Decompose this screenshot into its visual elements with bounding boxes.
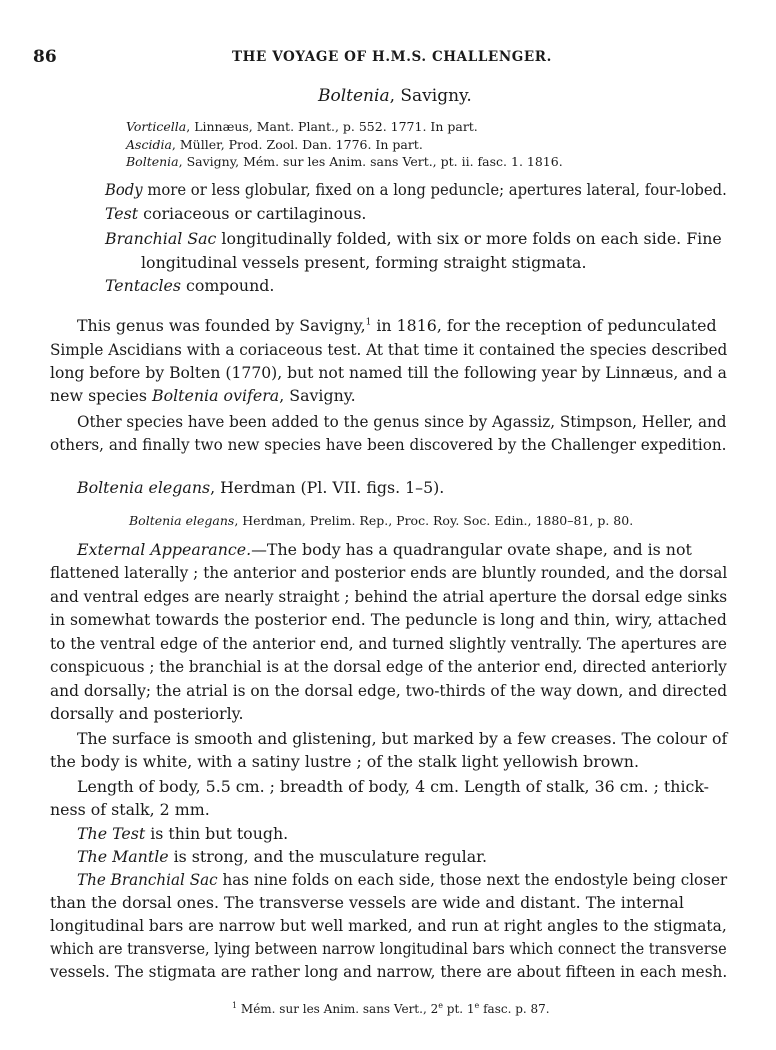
genus-author: , Savigny. [389, 86, 472, 106]
synonym-reference: , Müller, Prod. Zool. Dan. 1776. In part. [171, 137, 423, 152]
diagnosis-body [105, 180, 727, 199]
diagnosis-branchial [105, 229, 722, 248]
synonymy-entry [126, 154, 563, 169]
synonymy-entry [126, 137, 423, 152]
footnote: $^1$ Mém. sur les Anim. sans Vert., 2e pt. 1e fasc. p. 87. [232, 1001, 550, 1016]
description-line: vessels. The stigmata are rather long and narrow, there are about fifteen in each mesh. [50, 962, 728, 981]
species-heading: Boltenia elegans, Herdman (Pl. VII. figs. 1–5). [77, 478, 445, 497]
species-reference-name: Boltenia elegans [129, 513, 235, 528]
intro-line: new species Boltenia ovifera, Savigny. [50, 386, 356, 405]
description-line: conspicuous ; the branchial is at the dorsal edge of the anterior end, directed anteriorly [50, 657, 727, 676]
diagnosis-tentacles [105, 276, 274, 295]
intro-line: long before by Bolten (1770), but not named till the following year by Linnæus, and a [50, 363, 727, 382]
description-line: longitudinal bars are narrow but well marked, and run at right angles to the stigmata, [50, 916, 727, 935]
intro-line: others, and finally two new species have been discovered by the Challenger expedition. [50, 435, 727, 454]
synonymy-entry [126, 119, 478, 134]
species-heading-name: Boltenia elegans [77, 478, 211, 497]
description-line: to the ventral edge of the anterior end, and turned slightly ventrally. The apertures are [50, 634, 727, 653]
diagnosis-text: compound. [180, 276, 275, 295]
description-line: Length of body, 5.5 cm. ; breadth of body, 4 cm. Length of stalk, 36 cm. ; thick- [77, 777, 709, 796]
diagnosis-term: Branchial Sac [105, 229, 217, 248]
diagnosis-text: longitudinally folded, with six or more folds on each side. Fine [216, 229, 722, 248]
description-line: dorsally and posteriorly. [50, 704, 244, 723]
diagnosis-test [105, 204, 366, 223]
section-term: External Appearance. [77, 540, 252, 559]
synonym-taxon: Boltenia [126, 154, 179, 169]
synonym-taxon: Ascidia [126, 137, 172, 152]
description-line: The Branchial Sac has nine folds on each side, those next the endostyle being closer [77, 870, 728, 889]
description-line: the body is white, with a satiny lustre ; of the stalk light yellowish brown. [50, 752, 639, 771]
genus-name: Boltenia [318, 86, 390, 106]
description-line: in somewhat towards the posterior end. The peduncle is long and thin, wiry, attached [50, 610, 727, 629]
description-line: The surface is smooth and glistening, but marked by a few creases. The colour of [77, 729, 728, 748]
synonym-reference: , Savigny, Mém. sur les Anim. sans Vert., pt. ii. fasc. 1. 1816. [178, 154, 563, 169]
species-name: Boltenia ovifera [152, 386, 280, 405]
synonym-reference: , Linnæus, Mant. Plant., p. 552. 1771. In part. [186, 119, 478, 134]
description-line: ness of stalk, 2 mm. [50, 800, 210, 819]
synonym-taxon: Vorticella [126, 119, 187, 134]
diagnosis-text: more or less globular, fixed on a long peduncle; apertures lateral, four-lobed. [142, 180, 727, 199]
section-term: The Branchial Sac [77, 870, 218, 889]
diagnosis-term: Body [105, 180, 143, 199]
description-line: and dorsally; the atrial is on the dorsal edge, two-thirds of the way down, and directed [50, 681, 728, 700]
section-term: The Test [77, 824, 146, 843]
diagnosis-term: Tentacles [105, 276, 181, 295]
intro-line: Simple Ascidians with a coriaceous test. At that time it contained the species described [50, 340, 728, 359]
intro-line: This genus was founded by Savigny,$^1$ in 1816, for the reception of pedunculated [77, 316, 717, 335]
diagnosis-term: Test [105, 204, 139, 223]
description-line: The Test is thin but tough. [77, 824, 289, 843]
description-line: The Mantle is strong, and the musculature regular. [77, 847, 487, 866]
running-head: THE VOYAGE OF H.M.S. CHALLENGER. [232, 49, 552, 65]
footnote-reference: 1 [365, 317, 372, 328]
description-line: which are transverse, lying between narrow longitudinal bars which connect the transverse [50, 939, 727, 958]
diagnosis-branchial-continued: longitudinal vessels present, forming straight stigmata. [141, 253, 587, 272]
description-line: flattened laterally ; the anterior and posterior ends are bluntly rounded, and the dorsal [50, 563, 728, 582]
footnote-mark: 1 [232, 1001, 238, 1010]
section-term: The Mantle [77, 847, 169, 866]
description-line: than the dorsal ones. The transverse vessels are wide and distant. The internal [50, 893, 684, 912]
intro-line: Other species have been added to the genus since by Agassiz, Stimpson, Heller, and [77, 412, 727, 431]
description-line: and ventral edges are nearly straight ; behind the atrial aperture the dorsal edge sinks [50, 587, 728, 606]
genus-heading [318, 86, 472, 106]
species-reference: Boltenia elegans, Herdman, Prelim. Rep., Proc. Roy. Soc. Edin., 1880–81, p. 80. [129, 513, 634, 528]
diagnosis-text: coriaceous or cartilaginous. [138, 204, 367, 223]
page-number: 86 [33, 47, 57, 67]
description-line: External Appearance.—The body has a quadrangular ovate shape, and is not [77, 540, 692, 559]
